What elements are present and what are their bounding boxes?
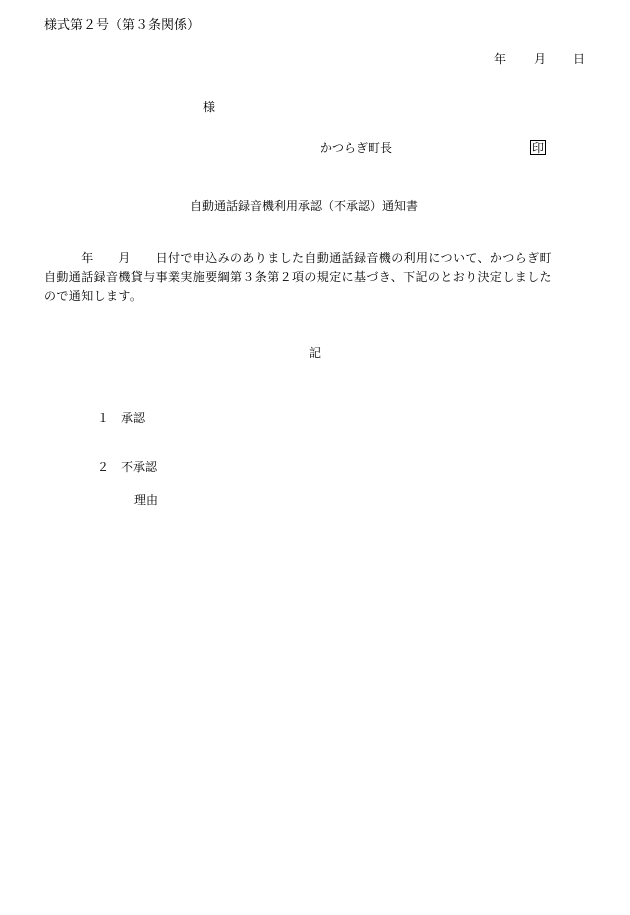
body-line: 自動通話録音機貸与事業実施要綱第３条第２項の規定に基づき、下記のとおり決定しました: [44, 270, 552, 284]
form-number: 様式第２号（第３条関係）: [44, 18, 201, 33]
date-day: 日: [573, 52, 586, 66]
item-label-disapproval: 不承認: [121, 460, 158, 474]
item-label-approval: 承認: [121, 411, 146, 425]
body-line: ので通知します。: [44, 289, 143, 303]
item-number: ２: [97, 460, 110, 474]
body-paragraph: [44, 249, 592, 306]
seal-label: 印: [532, 141, 545, 155]
issuer-title: かつらぎ町長: [320, 141, 393, 155]
seal-stamp: [530, 140, 546, 155]
item-number: １: [97, 411, 110, 425]
date-month: 月: [534, 52, 547, 66]
document-title: 自動通話録音機利用承認（不承認）通知書: [190, 199, 419, 213]
reason-label: 理由: [134, 493, 159, 507]
ki-heading: 記: [309, 346, 322, 360]
date-year: 年: [494, 52, 507, 66]
body-line: 年 月 日付で申込みのありました自動通話録音機の利用について、かつらぎ町: [44, 251, 552, 265]
addressee-honorific: 様: [203, 100, 216, 114]
